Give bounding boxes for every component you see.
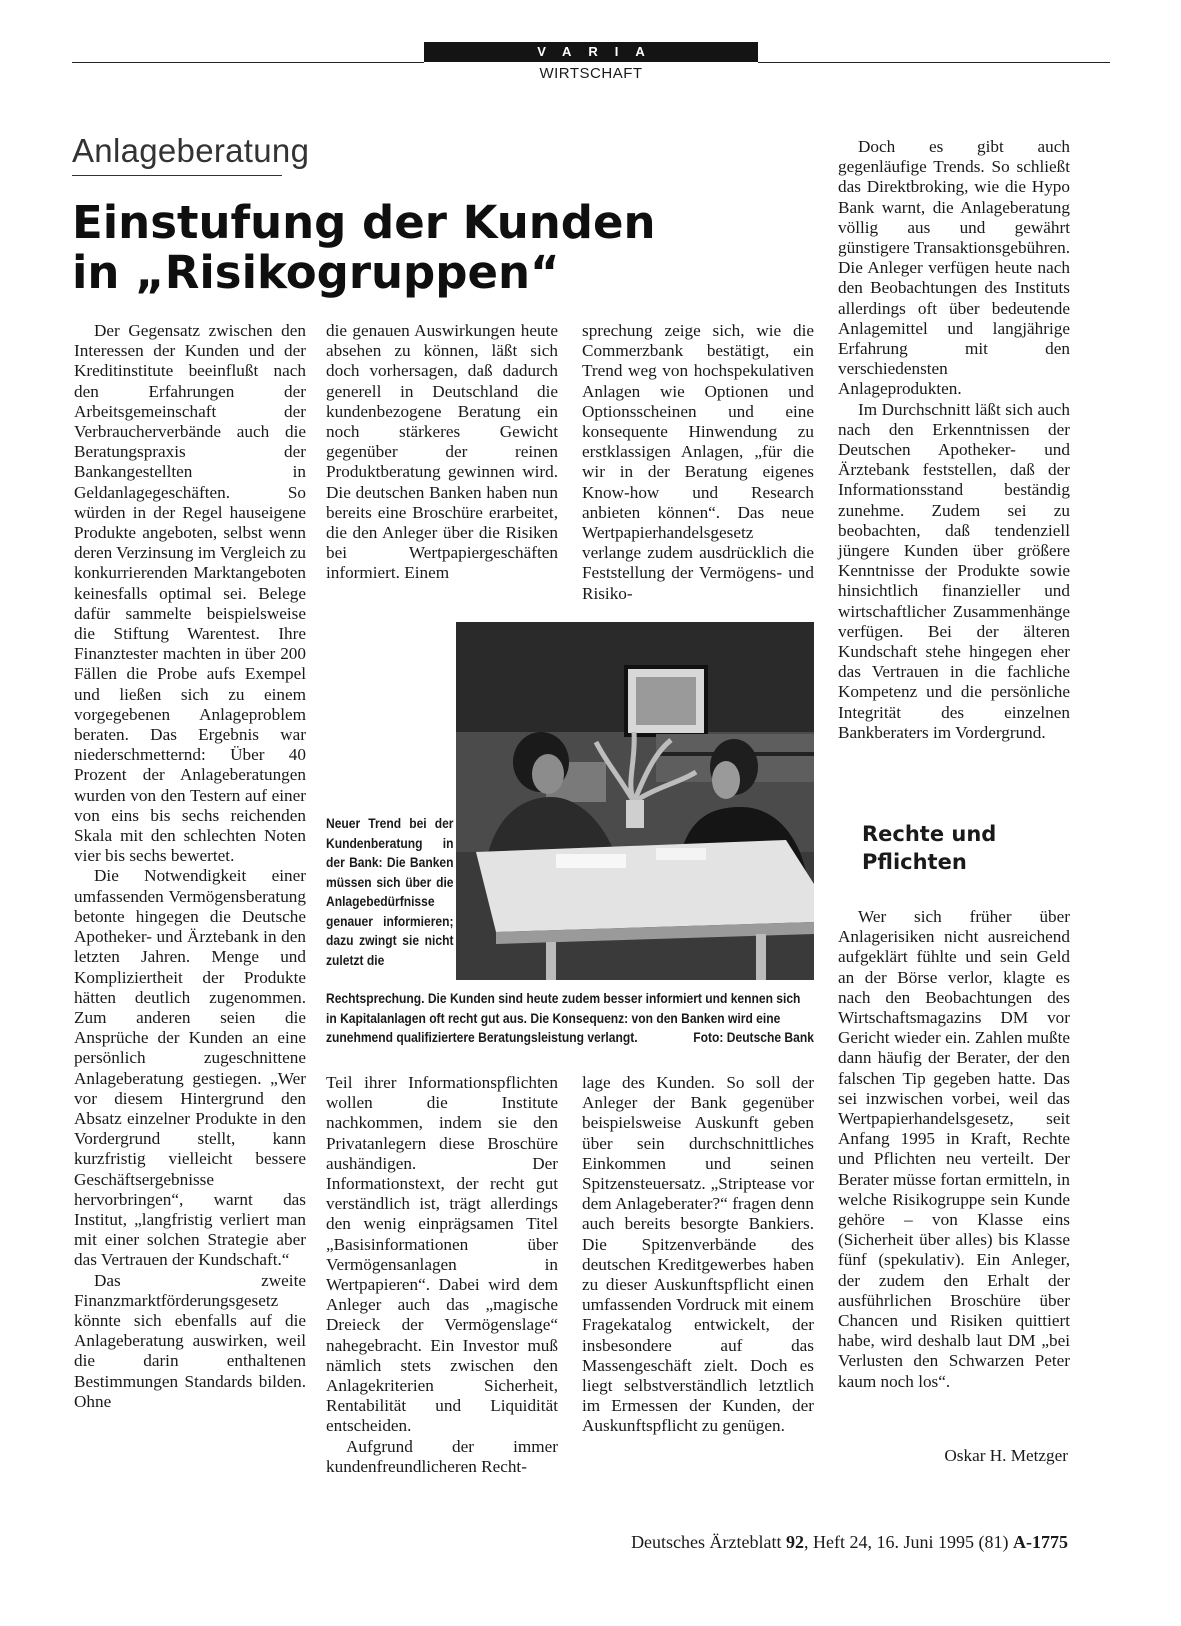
caption-text: Rechtsprechung. Die Kunden sind heute zudem besser informiert und kennen sich in Kapitalanlagen oft recht gut aus. Die Konsequenz: von den Banken wird eine zunehmend qualifiziertere Beratungsleistung verlangt. bbox=[326, 991, 801, 1046]
header-rule-left bbox=[72, 62, 424, 63]
paragraph: Teil ihrer Informationspflichten wollen die Institute nachkommen, indem sie den Privatanlegern diese Broschüre aushändigen. Der Informationstext, der recht gut verständlich ist, trägt allerdings den wenig einprägsamen Titel „Basisinformationen über Vermögensanlagen in Wertpapieren“. Dabei wird dem Anleger auch das „magische Dreieck der Vermögenslage“ nahegebracht. Ein Investor muß nämlich stets zwischen den Anlagekriterien Sicherheit, Rentabilität und Liquidität entscheiden. bbox=[326, 1073, 558, 1436]
header-rule-right bbox=[758, 62, 1110, 63]
paragraph: Das zweite Finanzmarktförderungsgesetz könnte sich ebenfalls auf die Anlageberatung auswirken, weil die darin enthaltenen Bestimmungen Standards bilden. Ohne bbox=[74, 1270, 306, 1411]
paragraph: die genauen Auswirkungen heute absehen zu können, läßt sich doch vorhersagen, daß dadurch generell in Deutschland die kundenbezogene Beratung ein noch stärkeres Gewicht gegenüber der reinen Produktberatung gewinnen wird. Die deutschen Banken haben nun bereits eine Broschüre erarbeitet, die den Anleger über die Risiken bei Wertpapiergeschäften informiert. Einem bbox=[326, 321, 558, 583]
section-banner: VARIA bbox=[424, 42, 758, 62]
kicker-underline bbox=[72, 175, 282, 176]
paragraph: Wer sich früher über Anlagerisiken nicht ausreichend aufgeklärt fühlte und sein Geld an der Börse verlor, klagte es nach den Beobachtungen des Wirtschaftsmagazins DM vor Gericht wieder ein. Zahlen mußte dann häufig der Berater, der den falschen Tip gegeben hatte. Das sei inzwischen vorbei, weil das Wertpapierhandelsgesetz, seit Anfang 1995 in Kraft, Rechte und Pflichten neu verteilt. Der Berater müsse fortan ermitteln, in welche Risikogruppe sein Kunde gehöre – von Klasse eins (Sicherheit über alles) bis Klasse fünf (spekulativ). Ein Anleger, der zudem den Erhalt der ausführlichen Broschüre über Chancen und Risiken quittiert habe, wird deshalb laut DM „bei Verlusten den Schwarzen Peter kaum noch los“. bbox=[838, 907, 1070, 1391]
column-1 bbox=[74, 321, 306, 1412]
photo-caption-lower bbox=[326, 990, 814, 1049]
journal-volume: 92 bbox=[786, 1532, 805, 1552]
article-photo bbox=[456, 622, 814, 980]
subsection-label: WIRTSCHAFT bbox=[539, 65, 643, 82]
journal-name: Deutsches Ärzteblatt bbox=[631, 1532, 782, 1552]
paragraph: Im Durchschnitt läßt sich auch nach den Erkenntnissen der Deutschen Apotheker- und Ärztebank feststellen, daß der Informationsstand beständig zunehme. Zudem sei zu beobachten, daß tendenziell jüngere Kunden über größere Kenntnisse der Produkte sowie hinsichtlich finanzieller und wirtschaftlicher Zusammenhänge verfügen. Bei der älteren Kundschaft stehe hingegen eher das Vertrauen in die fachliche Kompetenz und die persönliche Integrität des einzelnen Bankberaters im Vordergrund. bbox=[838, 399, 1070, 742]
article-headline: Einstufung der Kunden in „Risikogruppen“ bbox=[72, 196, 656, 299]
photo-caption-upper: Neuer Trend bei der Kundenberatung in der Bank: Die Banken müssen sich über die Anlagebedürfnisse genauer informieren; dazu zwingt sie nicht zuletzt die bbox=[326, 816, 454, 969]
author-byline: Oskar H. Metzger bbox=[944, 1446, 1068, 1465]
page-number: A-1775 bbox=[1013, 1532, 1068, 1552]
photo-credit: Foto: Deutsche Bank bbox=[693, 1030, 814, 1046]
column-4-top bbox=[838, 137, 1070, 743]
page-footer bbox=[520, 1532, 1068, 1553]
issue-info: , Heft 24, 16. Juni 1995 (81) bbox=[804, 1532, 1009, 1552]
column-3-bottom bbox=[582, 1073, 814, 1437]
column-3-top bbox=[582, 321, 814, 604]
paragraph: sprechung zeige sich, wie die Commerzbank bestätigt, ein Trend weg von hochspekulativen Anlagen wie Optionen und Optionsscheinen und eine konsequente Hinwendung zu erstklassigen Anlagen, „für die wir in der Beratung eigenes Know-how und Research anbieten können“. Das neue Wertpapierhandelsgesetz verlange zudem ausdrücklich die Feststellung der Vermögens- und Risiko- bbox=[582, 321, 814, 603]
article-kicker: Anlageberatung bbox=[72, 132, 310, 169]
paragraph: Aufgrund der immer kundenfreundlicheren Recht- bbox=[326, 1436, 558, 1476]
paragraph: Der Gegensatz zwischen den Interessen der Kunden und der Kreditinstitute beeinflußt nach den Erfahrungen der Arbeitsgemeinschaft der Verbraucherverbände auch die Beratungspraxis der Bankangestellten in Geldanlagegeschäften. So würden in der Regel hauseigene Produkte angeboten, selbst wenn deren Verzinsung im Vergleich zu konkurrierenden Marktangeboten keinesfalls optimal sei. Belege dafür sammelte beispielsweise die Stiftung Warentest. Ihre Finanztester machten in über 200 Fällen die Probe aufs Exempel und ließen sich zu einem vorgegebenen Anlageproblem beraten. Das Ergebnis war niederschmetternd: Über 40 Prozent der Anlageberatungen wurden von den Testern auf einer von eins bis sechs reichenden Skala mit den schlechten Noten vier bis sechs bewertet. bbox=[74, 321, 306, 866]
column-2-top bbox=[326, 321, 558, 584]
paragraph: Doch es gibt auch gegenläufige Trends. So schließt das Direktbroking, wie die Hypo Bank warnt, die Anlageberatung völlig aus und gewährt günstigere Transaktionsgebühren. Die Anleger verfügen heute nach den Beobachtungen des Instituts allerdings oft über bedeutende Anlagemittel und langjährige Erfahrung mit den verschiedensten Anlageprodukten. bbox=[838, 137, 1071, 399]
paragraph: Die Notwendigkeit einer umfassenden Vermögensberatung betonte hingegen die Deutsche Apotheker- und Ärztebank in den letzten Jahren. Menge und Kompliziertheit der Produkte hätten deutlich zugenommen. Zum anderen seien die Ansprüche der Kunden an eine persönlich zugeschnittene Anlageberatung gestiegen. „Wer vor diesem Hintergrund den Absatz einzelner Produkte in den Vordergrund stellt, kann kurzfristig vielleicht bessere Geschäftsergebnisse hervorbringen“, warnt das Institut, „langfristig verliert man mit einer solchen Strategie aber das Vertrauen der Kundschaft.“ bbox=[74, 866, 306, 1270]
section-subhead: Rechte und Pflichten bbox=[862, 822, 997, 874]
column-2-bottom bbox=[326, 1073, 558, 1477]
column-4-bottom bbox=[838, 907, 1070, 1392]
paragraph: lage des Kunden. So soll der Anleger der Bank gegenüber beispielsweise Auskunft geben über sein durchschnittliches Einkommen und seinen Spitzensteuersatz. „Striptease vor dem Anlageberater?“ fragen denn auch bereits besorgte Bankiers. Die Spitzenverbände des deutschen Kreditgewerbes haben zu dieser Auskunftspflicht einen umfassenden Vordruck mit einem Fragekatalog entwickelt, der insbesondere auf das Massengeschäft zielt. Doch es liegt selbstverständlich letztlich im Ermessen der Kunden, der Auskunftspflicht zu genügen. bbox=[582, 1073, 814, 1436]
